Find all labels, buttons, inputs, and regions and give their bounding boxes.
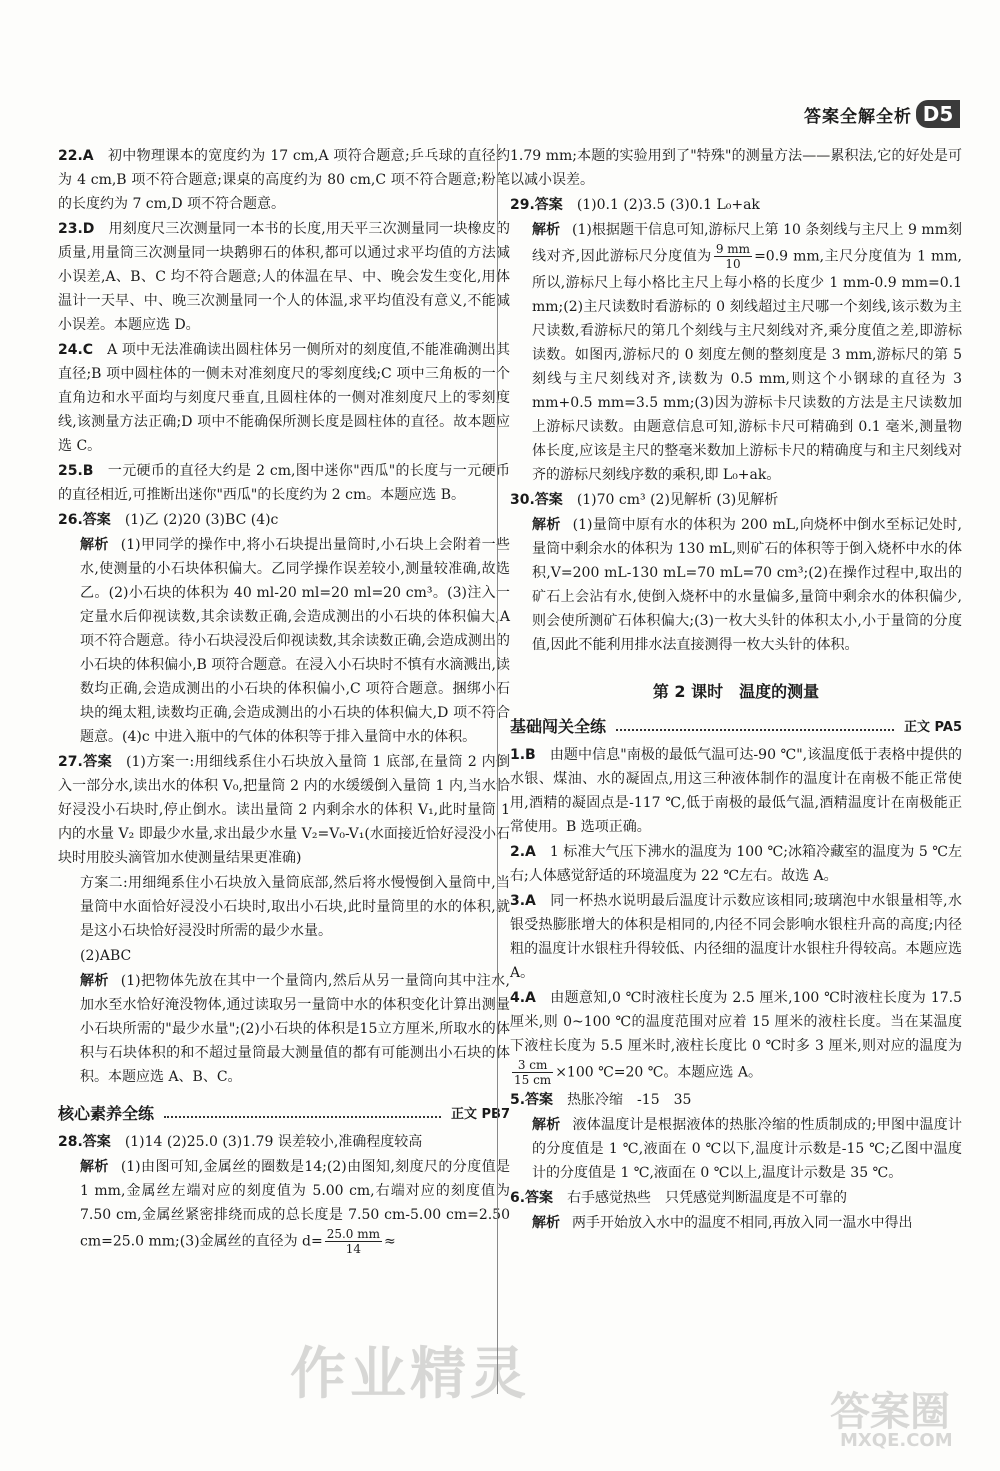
- answer-number: 1.B: [510, 747, 536, 763]
- answer-item: [510, 986, 962, 1087]
- answer-item: [510, 743, 962, 839]
- answer-item: [510, 840, 962, 888]
- answer-item: [510, 488, 962, 512]
- answer-text: 两手开始放入水中的温度不相同,再放入同一温水中得出: [572, 1215, 913, 1231]
- watermark-url: MXQE.COM: [840, 1430, 953, 1451]
- answer-number: 26.答案: [58, 512, 111, 528]
- page-number-badge: D5: [916, 100, 960, 128]
- answer-number: 3.A: [510, 893, 536, 909]
- answer-item: [58, 217, 510, 337]
- answer-number: 23.D: [58, 221, 95, 237]
- analysis-label: 解析: [532, 222, 561, 238]
- fraction-denominator: 14: [345, 1242, 361, 1256]
- answer-text: (1)乙 (2)20 (3)BC (4)c: [124, 512, 279, 528]
- answer-text: (1)把物体先放在其中一个量筒内,然后从另一量筒向其中注水,加水至水恰好淹没物体,通过读取另一量筒中水的体积变化计算出测量小石块所需的"最少水量";(2)小石块的体积是15立方厘米,所取水的体积与石块体积的和不超过量筒最大测量值的都有可能测出小石块的体积。本题应选 A、B、C。: [80, 973, 510, 1085]
- fraction-numerator: 25.0 mm: [326, 1227, 381, 1241]
- section-title: 基础闯关全练: [510, 717, 607, 736]
- right-column: [510, 144, 962, 1236]
- answer-item: [58, 1130, 510, 1154]
- answer-text: 初中物理课本的宽度约为 17 cm,A 项符合题意;乒乓球的直径约为 4 cm,B 项不符合题意;课桌的高度约为 80 cm,C 项不符合题意;粉笔的长度约为 7 cm,D 项不符合题意。: [58, 148, 510, 212]
- answer-item: [510, 218, 962, 487]
- section-title: 核心素养全练: [58, 1104, 155, 1123]
- answer-text-tail: =0.9 mm,主尺分度值为 1 mm,所以,游标尺上每小格比主尺上每小格的长度少 1 mm-0.9 mm=0.1 mm;(2)主尺读数时看游标的 0 刻线超过主尺哪一个刻线,该示数为主尺读数,看游标尺的第几个刻线与主尺刻线对齐,乘分度值之差,即游标读数。如图丙,游标尺的 0 刻度左侧的整刻度是 3 mm,游标尺的第 5 刻线与主尺刻线对齐,读数为 0.5 mm,则这个小钢球的直径为 3 mm+0.5 mm=3.5 mm;(3)因为游标卡尺读数的方法是主尺读数加上游标尺读数。由题意信息可知,游标卡尺可精确到 0.1 毫米,测量物体长度,应该是主尺的整毫米数加上游标卡尺的精确度与和主尺刻线对齐的游标尺刻线序数的乘积,即 L₀+ak。: [532, 248, 962, 483]
- answer-item: [510, 1186, 962, 1210]
- answer-item: [58, 144, 510, 216]
- answer-item: [58, 338, 510, 458]
- answer-text: 1.79 mm;本题的实验用到了"特殊"的测量方法——累积法,它的好处是可以减小误差。: [510, 148, 962, 188]
- answer-text: 方案二:用细绳系住小石块放入量筒底部,然后将水慢慢倒入量筒中,当量筒中水面恰好浸没小石块时,取出小石块,此时量筒里的水的体积,就是这小石块恰好浸没时所需的最少水量。: [80, 875, 510, 939]
- column-divider: [497, 144, 498, 1394]
- answer-item: [58, 944, 510, 968]
- answer-number: 4.A: [510, 990, 536, 1006]
- answer-item: [58, 533, 510, 749]
- section-heading: [58, 1101, 510, 1124]
- section-dots: [616, 721, 894, 731]
- header-title: 答案全解全析: [804, 107, 912, 127]
- answer-text: (2)ABC: [80, 948, 132, 964]
- answer-item: [58, 750, 510, 870]
- answer-text-tail: ≈: [384, 1233, 396, 1250]
- watermark-left: 作业精灵: [290, 1342, 530, 1407]
- answer-text: (1)70 cm³ (2)见解析 (3)见解析: [576, 492, 779, 508]
- analysis-label: 解析: [80, 973, 109, 989]
- answer-item: [510, 144, 962, 192]
- answer-text: 热胀冷缩 -15 35: [567, 1092, 692, 1108]
- answer-text: (1)根据题干信息可知,游标尺上第 10 条刻线与主尺上 9 mm刻线对齐,因此游标尺分度值为: [532, 222, 962, 265]
- page-header: [0, 100, 1000, 128]
- answer-item: [58, 1155, 510, 1256]
- fraction-numerator: 3 cm: [512, 1058, 553, 1073]
- fraction-denominator: 15 cm: [514, 1073, 552, 1087]
- answer-item: [510, 1211, 962, 1235]
- answer-text: (1)0.1 (2)3.5 (3)0.1 L₀+ak: [576, 197, 760, 213]
- lesson-title: 第 2 课时 温度的测量: [652, 682, 820, 701]
- answer-text: (1)方案一:用细线系住小石块放入量筒 1 底部,在量筒 2 内倒入一部分水,读出水的体积 V₀,把量筒 2 内的水缓缓倒入量筒 1 内,当水恰好浸没小石块时,停止倒水。读出量筒 2 内剩余水的体积 V₁,此时量筒 1 内的水量 V₂ 即最少水量,求出最少水量 V₂=V₀-V₁(水面接近恰好浸没小石块时用胶头滴管加水使测量结果更准确): [58, 754, 510, 866]
- answer-text: 由题意知,0 ℃时液柱长度为 2.5 厘米,100 ℃时液柱长度为 17.5 厘米,则 0~100 ℃的温度范围对应着 15 厘米的液柱长度。当在某温度下液柱长度为 5.5 厘米时,液柱长度比 0 ℃时多 3 厘米,则对应的温度为: [510, 990, 962, 1054]
- answer-text: 右手感觉热些 只凭感觉判断温度是不可靠的: [567, 1190, 848, 1206]
- section-heading: [510, 714, 962, 737]
- answer-item: [58, 969, 510, 1089]
- answer-item: [510, 889, 962, 985]
- answer-text: 由题中信息"南极的最低气温可达-90 ℃",该温度低于表格中提供的水银、煤油、水的凝固点,用这三种液体制作的温度计在南极不能正常使用,酒精的凝固点是-117 ℃,低于南极的最低气温,酒精温度计在南极能正常使用。B 选项正确。: [510, 747, 962, 835]
- answer-text: 1 标准大气压下沸水的温度为 100 ℃;冰箱冷藏室的温度为 5 ℃左右;人体感觉舒适的环境温度为 22 ℃左右。故选 A。: [510, 844, 962, 884]
- answer-number: 30.答案: [510, 492, 563, 508]
- section-page-ref: 正文 PB7: [450, 1107, 510, 1122]
- left-column: [58, 144, 510, 1257]
- answer-number: 29.答案: [510, 197, 563, 213]
- answer-text: (1)甲同学的操作中,将小石块提出量筒时,小石块上会附着一些水,使测量的小石块体积偏大。乙同学操作误差较小,测量较准确,故选乙。(2)小石块的体积为 40 ml-20 ml=20 ml=20 cm³。(3)注入一定量水后仰视读数,其余读数正确,会造成测出的小石块的体积偏大,A 项不符合题意。待小石块浸没后仰视读数,其余读数正确,会造成测出的小石块的体积偏小,B 项符合题意。在浸入小石块时不慎有水滴溅出,读数均正确,会造成测出的小石块的体积偏小,C 项符合题意。捆绑小石块的绳太粗,读数均正确,会造成测出的小石块的体积偏大,D 项不符合题意。(4)c 中进入瓶中的气体的体积等于排入量筒中水的体积。: [80, 537, 510, 745]
- answer-item: [510, 193, 962, 217]
- watermark-right: 答案圈: [830, 1389, 950, 1435]
- answer-item: [58, 508, 510, 532]
- answer-number: 24.C: [58, 342, 94, 358]
- fraction: [512, 1058, 553, 1087]
- answer-number: 27.答案: [58, 754, 113, 770]
- answer-item: [58, 459, 510, 507]
- answer-text: 一元硬币的直径大约是 2 cm,图中迷你"西瓜"的长度与一元硬币的直径相近,可推断出迷你"西瓜"的长度约为 2 cm。本题应选 B。: [58, 463, 510, 503]
- analysis-label: 解析: [532, 1117, 561, 1133]
- answer-text: A 项中无法准确读出圆柱体另一侧所对的刻度值,不能准确测出其直径;B 项中圆柱体的一侧未对准刻度尺的零刻度线;C 项中三角板的一个直角边和水平面均与刻度尺垂直,且圆柱体的一侧对准刻度尺上的零刻度线,该测量方法正确;D 项中不能确保所测长度是圆柱体的直径。故本题应选 C。: [58, 342, 510, 454]
- fraction: [325, 1227, 382, 1256]
- analysis-label: 解析: [532, 517, 561, 533]
- answer-text: 用刻度尺三次测量同一本书的长度,用天平三次测量同一块橡皮的质量,用量筒三次测量同一块鹅卵石的体积,都可以通过求平均值的方法减小误差,A、B、C 均不符合题意;人的体温在早、中、晚会发生变化,用体温计一天早、中、晚三次测量同一个人的体温,求平均值没有意义,不能减小误差。本题应选 D。: [58, 221, 510, 333]
- fraction-numerator: 9 mm: [715, 242, 751, 256]
- answer-text: 液体温度计是根据液体的热胀冷缩的性质制成的;甲图中温度计的分度值是 1 ℃,液面在 0 ℃以下,温度计示数是-15 ℃;乙图中温度计的分度值是 1 ℃,液面在 0 ℃以上,温度计示数是 35 ℃。: [532, 1117, 963, 1181]
- fraction: [714, 242, 752, 271]
- answer-number: 22.A: [58, 148, 94, 164]
- fraction-denominator: 10: [725, 257, 741, 271]
- answer-text: (1)由图可知,金属丝的圈数是14;(2)由图知,刻度尺的分度值是 1 mm,金属丝左端对应的刻度值为 5.00 cm,右端对应的刻度值为 7.50 cm,金属丝紧密排绕而成的总长度是 7.50 cm-5.00 cm=2.50 cm=25.0 mm;(3)金属丝的直径为 d=: [80, 1159, 511, 1250]
- answer-number: 5.答案: [510, 1092, 554, 1108]
- answer-text-tail: ×100 ℃=20 ℃。本题应选 A。: [555, 1064, 762, 1081]
- answer-text: (1)14 (2)25.0 (3)1.79 误差较小,准确程度较高: [124, 1134, 423, 1150]
- answer-text: 同一杯热水说明最后温度计示数应该相同;玻璃泡中水银量相等,水银受热膨胀增大的体积是相同的,内径不同会影响水银柱升高的高度;内径粗的温度计水银柱升得较低、内径细的温度计水银柱升得较高。本题应选 A。: [510, 893, 962, 981]
- answer-item: [58, 871, 510, 943]
- answer-number: 2.A: [510, 844, 536, 860]
- answer-number: 6.答案: [510, 1190, 554, 1206]
- analysis-label: 解析: [80, 537, 109, 553]
- analysis-label: 解析: [532, 1215, 560, 1231]
- answer-item: [510, 1088, 962, 1112]
- answer-number: 25.B: [58, 463, 94, 479]
- answer-item: [510, 513, 962, 657]
- answer-item: [510, 1113, 962, 1185]
- answer-text: (1)量筒中原有水的体积为 200 mL,向烧杯中倒水至标记处时,量筒中剩余水的体积为 130 mL,则矿石的体积等于倒入烧杯中水的体积,V=200 mL-130 mL=70 mL=70 cm³;(2)在操作过程中,取出的矿石上会沾有水,使倒入烧杯中的水量偏多,量筒中剩余水的体积偏少,则会使所测矿石体积偏大;(3)一枚大头针的体积太小,小于量筒的分度值,因此不能利用排水法直接测得一枚大头针的体积。: [532, 517, 962, 653]
- analysis-label: 解析: [80, 1159, 109, 1175]
- section-page-ref: 正文 PA5: [904, 720, 962, 735]
- section-dots: [164, 1108, 441, 1118]
- answer-number: 28.答案: [58, 1134, 111, 1150]
